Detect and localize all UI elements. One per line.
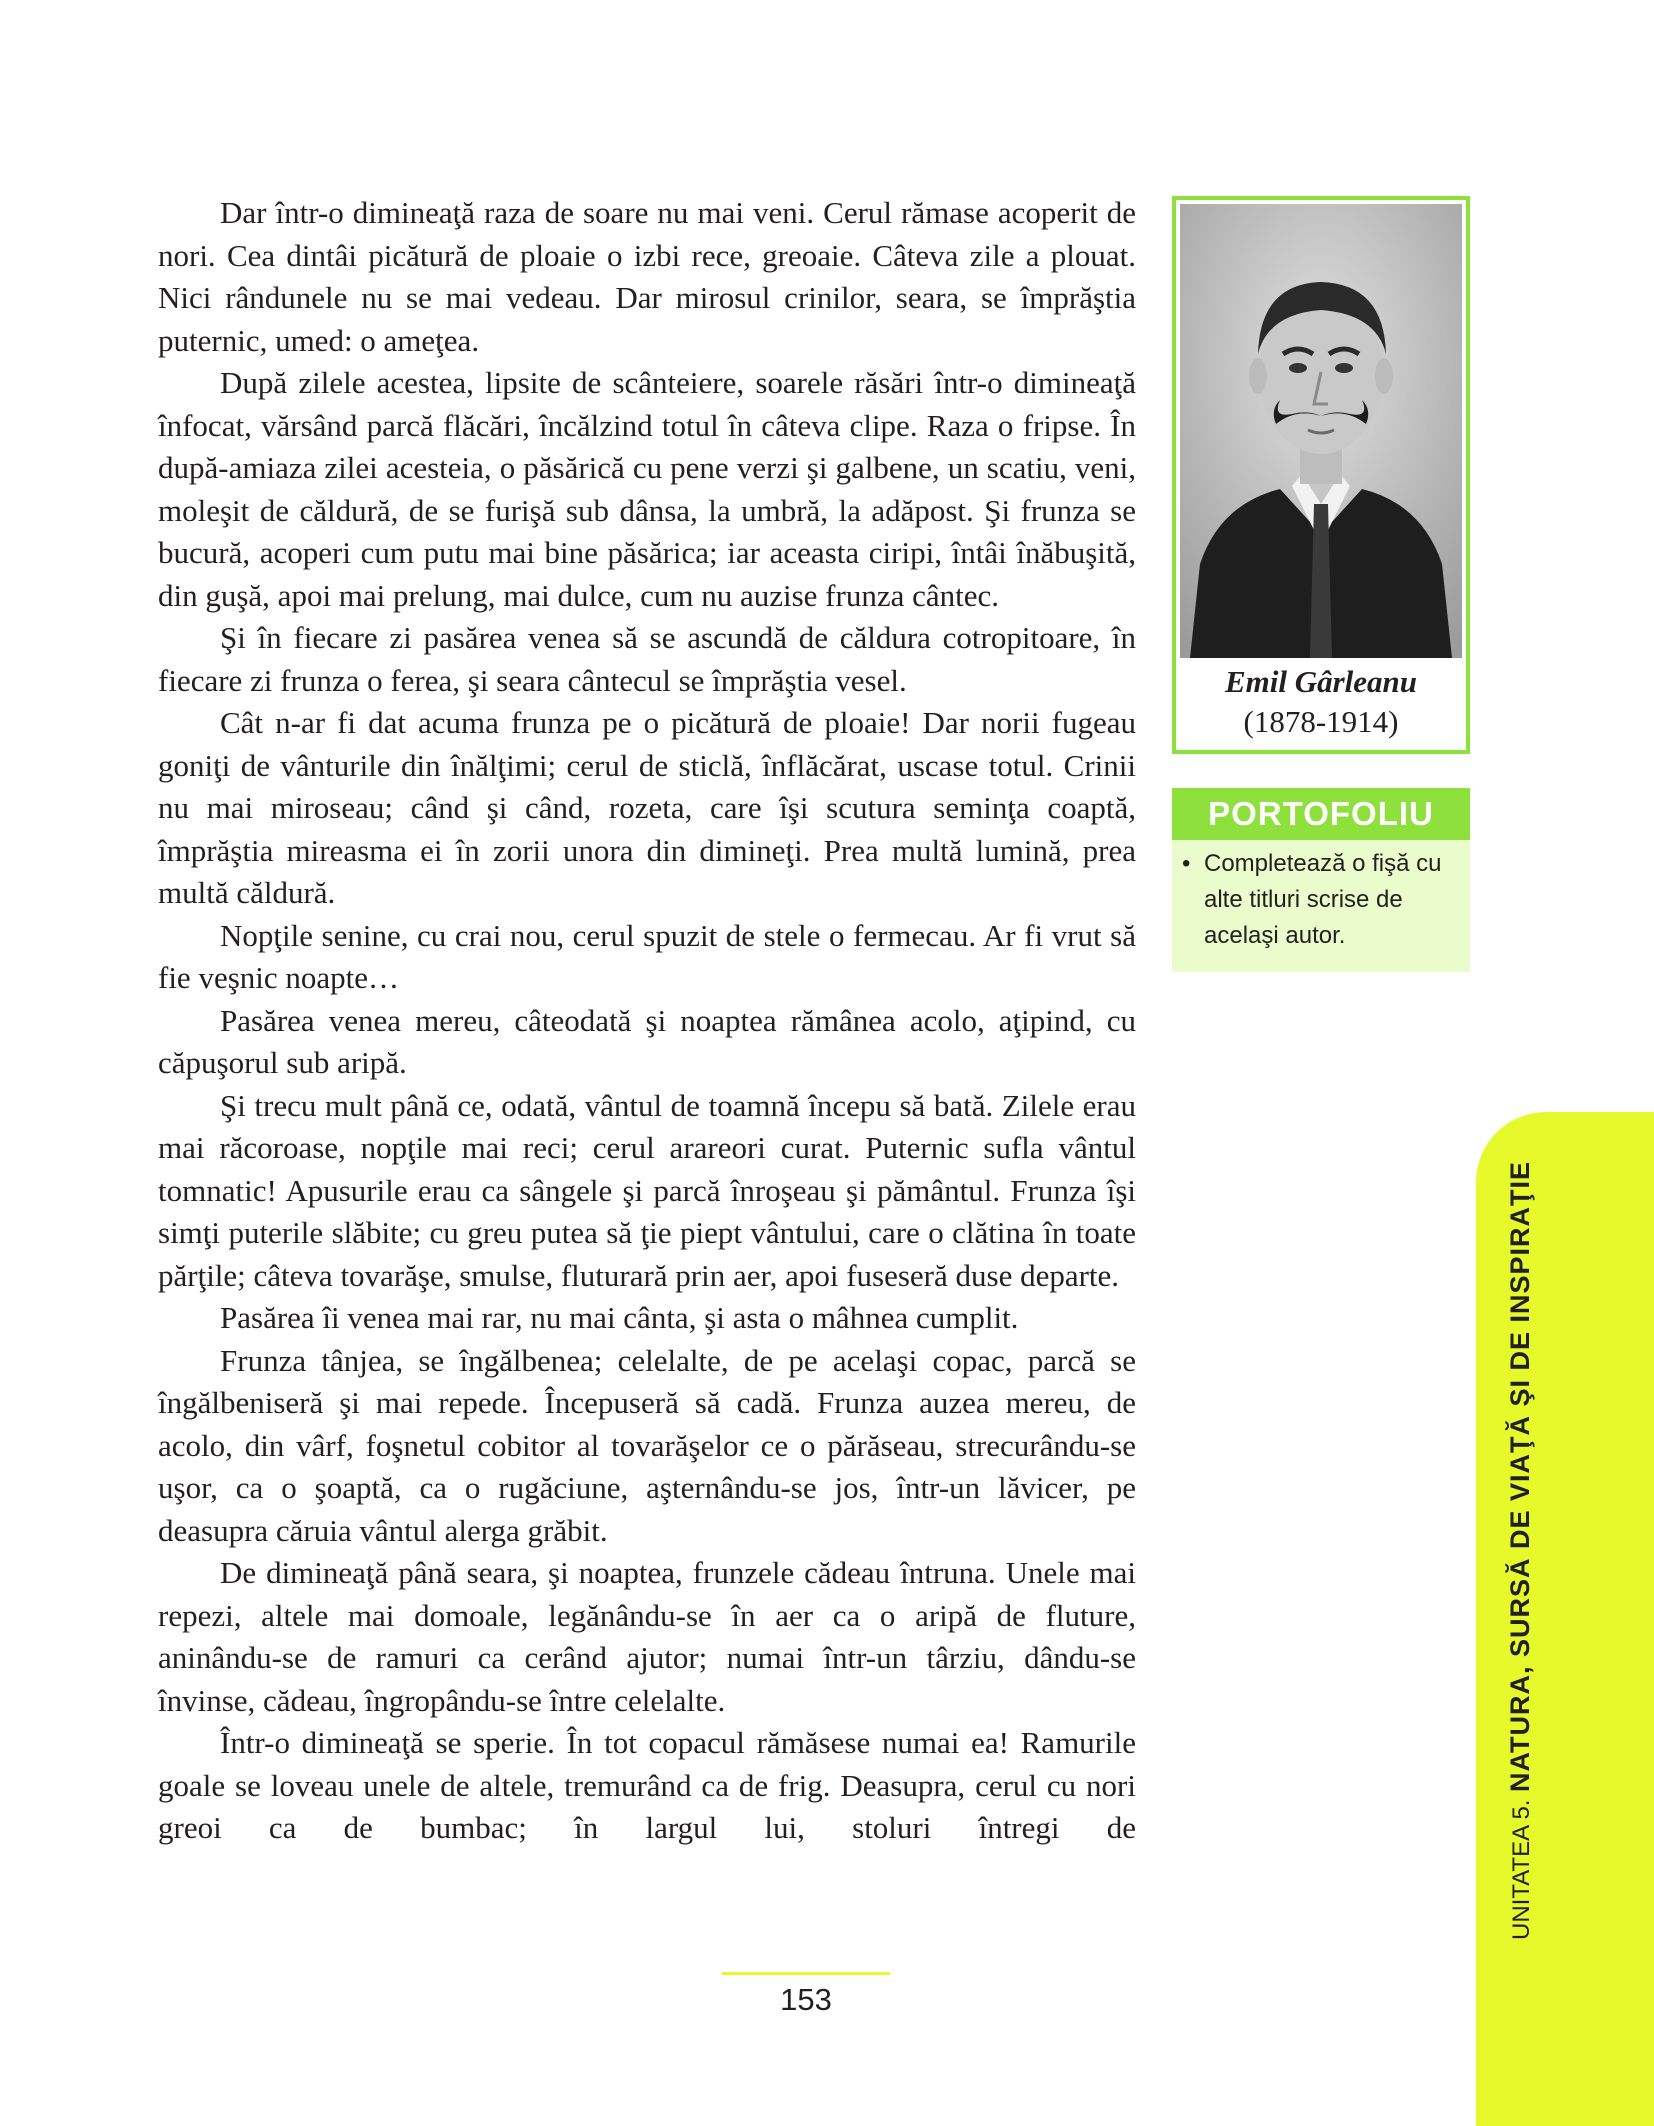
paragraph: Frunza tânjea, se îngălbenea; celelalte, de pe acelaşi copac, parcă se îngălbeniseră şi mai repede. Începuseră să cadă. Frunza auzea mereu, de acolo, din vârf, foşnetul cobitor al tovarăşelor ce o părăseau, strecurându-se uşor, ca o şoaptă, ca o rugăciune, aşternându-se jos, într-un lăvicer, pe deasupra căruia vântul alerga grăbit. — [158, 1342, 1136, 1548]
unit-number: UNITATEA 5. — [1508, 1799, 1535, 1940]
portfolio-item — [1182, 846, 1462, 954]
portfolio-title: PORTOFOLIU — [1172, 788, 1470, 840]
portfolio-box — [1172, 788, 1470, 972]
unit-theme: NATURA, SURSĂ DE VIAŢĂ ŞI DE INSPIRAŢIE — [1505, 1160, 1535, 1792]
paragraph: Şi în fiecare zi pasărea venea să se ascundă de căldura cotropitoare, în fiecare zi frunza o ferea, şi seara cântecul se împrăştia vesel. — [158, 620, 1136, 698]
author-portrait-box — [1172, 196, 1470, 754]
portfolio-list — [1172, 840, 1470, 954]
page-number: 153 — [780, 1982, 832, 2017]
page-number-rule — [722, 1972, 890, 1975]
author-name: Emil Gârleanu — [1224, 664, 1418, 699]
unit-side-label — [1500, 1161, 1542, 1940]
story-text — [158, 192, 1136, 1850]
paragraph: Într-o dimineaţă se sperie. În tot copacul rămăsese numai ea! Ramurile goale se loveau unele de altele, tremurând ca de frig. Deasupra, cerul cu nori greoi ca de bumbac; în largul lui, stoluri întregi de — [158, 1725, 1136, 1845]
author-photo — [1180, 204, 1462, 658]
paragraph: Nopţile senine, cu crai nou, cerul spuzit de stele o fermecau. Ar fi vrut să fie veşnic noapte… — [158, 917, 1136, 995]
paragraph: Şi trecu mult până ce, odată, vântul de toamnă începu să bată. Zilele erau mai răcoroase, nopţile mai reci; cerul arareori curat. Puternic sufla vântul tomnatic! Apusurile erau ca sângele şi parcă înroşeau şi pământul. Frunza îşi simţi puterile slăbite; cu greu putea să ţie piept vântului, care o clătina în toate părţile; câteva tovarăşe, smulse, fluturară prin aer, apoi fuseseră duse departe. — [158, 1087, 1136, 1293]
paragraph: Cât n-ar fi dat acuma frunza pe o picătură de ploaie! Dar norii fugeau goniţi de vânturile din înălţimi; cerul de sticlă, înflăcărat, uscase totul. Crinii nu mai miroseau; când şi când, rozeta, care îşi scutura seminţa coaptă, împrăştia mireasma ei în zorii unora din dimineţi. Prea multă lumină, prea multă căldură. — [158, 705, 1136, 910]
author-caption — [1176, 662, 1466, 742]
bullet-icon: • — [1182, 850, 1191, 877]
paragraph: Pasărea venea mereu, câteodată şi noaptea rămânea acolo, aţipind, cu căpuşorul sub aripă. — [158, 1002, 1136, 1080]
paragraph: De dimineaţă până seara, şi noaptea, frunzele cădeau întruna. Unele mai repezi, altele mai domoale, legănându-se în aer ca o aripă de fluture, aninându-se de ramuri ca cerând ajutor; numai într-un târziu, dându-se învinse, cădeau, îngropându-se între celelalte. — [158, 1555, 1136, 1718]
paragraph: După zilele acestea, lipsite de scânteiere, soarele răsări într-o dimineaţă înfocat, vărsând parcă flăcări, încălzind totul în câteva clipe. Raza o fripse. În după-amiaza zilei acesteia, o păsărică cu pene verzi şi galbene, un scatiu, veni, moleşit de căldură, de se furişă sub dânsa, la umbră, la adăpost. Şi frunza se bucură, acoperi cum putu mai bine păsărica; iar aceasta ciripi, întâi înăbuşită, din guşă, apoi mai prelung, mai dulce, cum nu auzise frunza cântec. — [158, 365, 1136, 613]
paragraph: Pasărea îi venea mai rar, nu mai cânta, şi asta o mâhnea cumplit. — [220, 1300, 1019, 1335]
portfolio-item-text: Completează o fişă cu alte titluri scrise de acelaşi autor. — [1204, 850, 1442, 949]
paragraph: Dar într-o dimineaţă raza de soare nu mai veni. Cerul rămase acoperit de nori. Cea dintâi picătură de ploaie o izbi rece, greoaie. Câteva zile a plouat. Nici rândunele nu se mai vedeau. Dar mirosul crinilor, seara, se împrăştia puternic, umed: o ameţea. — [158, 195, 1136, 358]
author-years: (1878-1914) — [1243, 704, 1399, 739]
author-photo-illustration — [1180, 204, 1462, 658]
